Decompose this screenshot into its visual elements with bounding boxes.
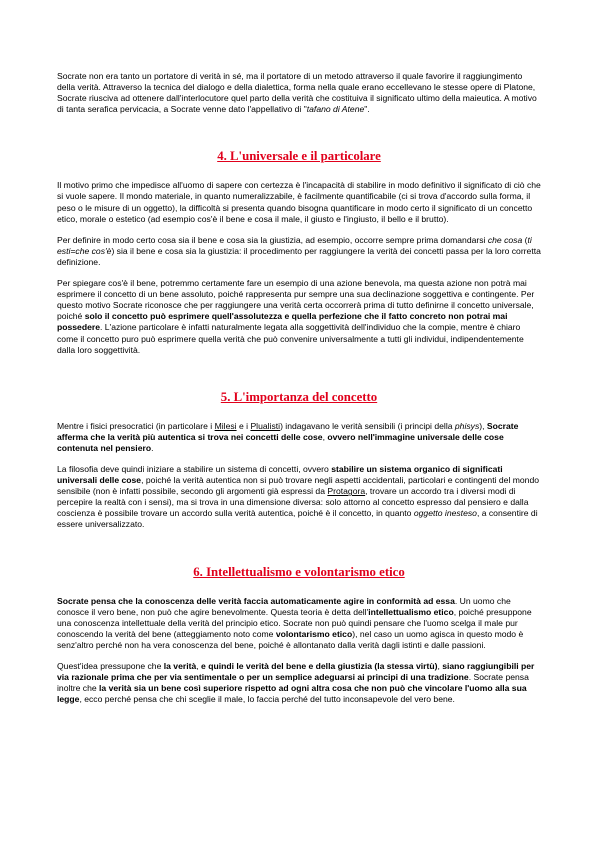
bold-text: intellettualismo etico xyxy=(368,606,454,617)
text-run: ". xyxy=(364,104,370,115)
bold-text: e quindi le verità del bene e della giustizia (la stessa virtù) xyxy=(201,661,438,671)
text-run: , ecco perché pensa che chi sceglie il male, lo faccia perché del tutto inconsapevole del vero bene. xyxy=(79,694,455,705)
paragraph xyxy=(57,661,541,705)
text-run: Quest'idea pressupone che xyxy=(57,661,164,671)
bold-text: solo il concetto può esprimere quell'assolutezza e quella perfezione che il fatto concreto non potrai mai possedere xyxy=(57,311,508,333)
italic-text: oggetto inesteso xyxy=(413,508,477,519)
text-run: Il motivo primo che impedisce all'uomo di sapere con certezza è l'incapacità di stabilire in modo definitivo il significato di ciò che si vuole sapere. Il mondo materiale, in quanto numeralizzabile, è facilmente quantificabile (ci si trova d'accordo sulla forma, il peso o le misure di un oggetto), la difficoltà si presenta quando bisogna quantificare in modo certo il significato di un concetto etico, morale o estetico (ad esempio cos'è il bene e cosa il male, il giusto e l'ingiusto, il bello e il brutto). xyxy=(57,180,541,224)
bold-text: la verità xyxy=(163,661,197,671)
link-text[interactable]: Plualisti xyxy=(250,420,281,431)
text-run: Per definire in modo certo cosa sia il bene e cosa sia la giustizia, ad esempio, occorre sempre prima domandarsi xyxy=(57,234,488,245)
bold-text: Socrate pensa che la conoscenza delle verità faccia automaticamente agire in conformità ad essa xyxy=(57,595,455,606)
italic-text: phisys xyxy=(454,420,480,431)
bold-text: siano raggiungibili per via razionale prima che per via sentimentale o per un semplice adeguarsi ai principi di una tradizione xyxy=(57,661,535,683)
bold-text: volontarismo etico xyxy=(275,628,353,639)
bold-text: stabilire un sistema organico di significati universali delle cose xyxy=(57,463,503,486)
section-heading-universale: 4. L'universale e il particolare xyxy=(217,149,381,164)
text-run: ( xyxy=(522,234,528,245)
text-run: , trovare un accordo tra i diversi modi di percepire la realtà con i sensi), ma si trova in una dimensione diversa: solo attorno al concetto espresso dal pensiero e dalla coscienza è possibile trovare un accordo sulla verità autentica, poiché è il concetto, in quanto xyxy=(57,486,529,519)
text-run: ) sia il bene e cosa sia la giustizia: il procedimento per raggiungere la verità dei concetti passa per la loro corretta definizione. xyxy=(57,245,541,267)
section-heading-intellettualismo: 6. Intellettualismo e volontarismo etico xyxy=(193,564,405,579)
text-run: . xyxy=(151,442,154,453)
link-text[interactable]: Milesi xyxy=(214,420,237,431)
text-run: Mentre i fisici presocratici (in particolare i xyxy=(57,420,215,431)
italic-text: che cosa xyxy=(487,234,523,245)
text-run: Socrate non era tanto un portatore di verità in sé, ma il portatore di un metodo attraverso il quale favorire il raggiungimento della verità. Attraverso la tecnica del dialogo e della dialettica, forma nella quale erano eccellevano le stesse opere di Platone, Socrate riusciva ad ottenere dall'interlocutore quel parto della verità che costituiva il significato ultimo della maieutica. A motivo di tanta serafica pervicacia, a Socrate venne dato l'appellativo di " xyxy=(57,71,537,115)
italic-text: tafano di Atene xyxy=(306,104,365,115)
text-run: , xyxy=(196,661,202,671)
section-heading-concetto: 5. L'importanza del concetto xyxy=(220,389,378,404)
text-run: , xyxy=(322,431,328,442)
paragraph xyxy=(57,421,541,454)
text-run: , xyxy=(437,661,443,671)
italic-text: ti esti=che cos'è xyxy=(57,234,532,256)
link-text[interactable]: Protagora xyxy=(327,486,366,497)
bold-text: Socrate afferma che la verità più autentica si trova nei concetti delle cose xyxy=(57,420,519,442)
bold-text: la verità sia un bene così superiore rispetto ad ogni altra cosa che non può che vincolare l'uomo alla sua legge xyxy=(57,683,527,705)
text-run: , poiché la verità autentica non si può trovare negli aspetti accidentali, particolari e contingenti del mondo sensibile (non è infatti possibile, secondo gli argomenti già espressi da xyxy=(57,475,540,497)
text-run: ), nel caso un uomo agisca in questo modo è senz'altro perché non ha vera conoscenza del bene, poiché è allontanato dalla verità dagli istinti e dalle passioni. xyxy=(57,628,524,650)
intro-paragraph xyxy=(57,71,541,115)
paragraph xyxy=(57,278,541,356)
paragraph xyxy=(57,235,541,268)
paragraph xyxy=(57,464,541,531)
text-run: ) indagavano le verità sensibili (i principi della xyxy=(280,420,455,431)
text-run: , a consentire di essere universalizzato. xyxy=(57,508,538,530)
text-run: , poiché presuppone una conoscenza intellettuale della verità del principio etico. Socrate non può quindi pensare che l'uomo scelga il male pur conoscendo la verità del bene (atteggiamento noto come xyxy=(57,606,532,639)
text-run: . Socrate pensa inoltre che xyxy=(57,672,529,694)
text-run: ), xyxy=(479,420,487,431)
paragraph xyxy=(57,180,541,224)
document-page xyxy=(57,71,541,705)
text-run: e i xyxy=(236,420,251,431)
text-run: Per spiegare cos'è il bene, potremmo certamente fare un esempio di una azione benevola, ma questa azione non potrà mai esprimere il concetto di un bene assoluto, poiché rappresenta pur sempre una sua declinazione soggettiva e contingente. Per questo motivo Socrate riconosce che per raggiungere una verità certa occorrerà prima di tutto definirne il concetto universale, poiché xyxy=(57,278,535,322)
bold-text: ovvero nell'immagine universale delle cose contenuta nel pensiero xyxy=(57,431,504,453)
text-run: . L'azione particolare è infatti naturalmente legata alla soggettività dell'individuo che la compie, mentre è chiaro come il concetto puro può esprimere quella verità che può convenire universalmente a tutti gli individui, indipendentemente dalla loro soggettività. xyxy=(57,322,524,355)
text-run: La filosofia deve quindi iniziare a stabilire un sistema di concetti, ovvero xyxy=(57,463,332,474)
paragraph xyxy=(57,596,541,651)
text-run: . Un uomo che conosce il vero bene, non può che agire benevolmente. Questa teoria è detta dell' xyxy=(57,595,511,617)
